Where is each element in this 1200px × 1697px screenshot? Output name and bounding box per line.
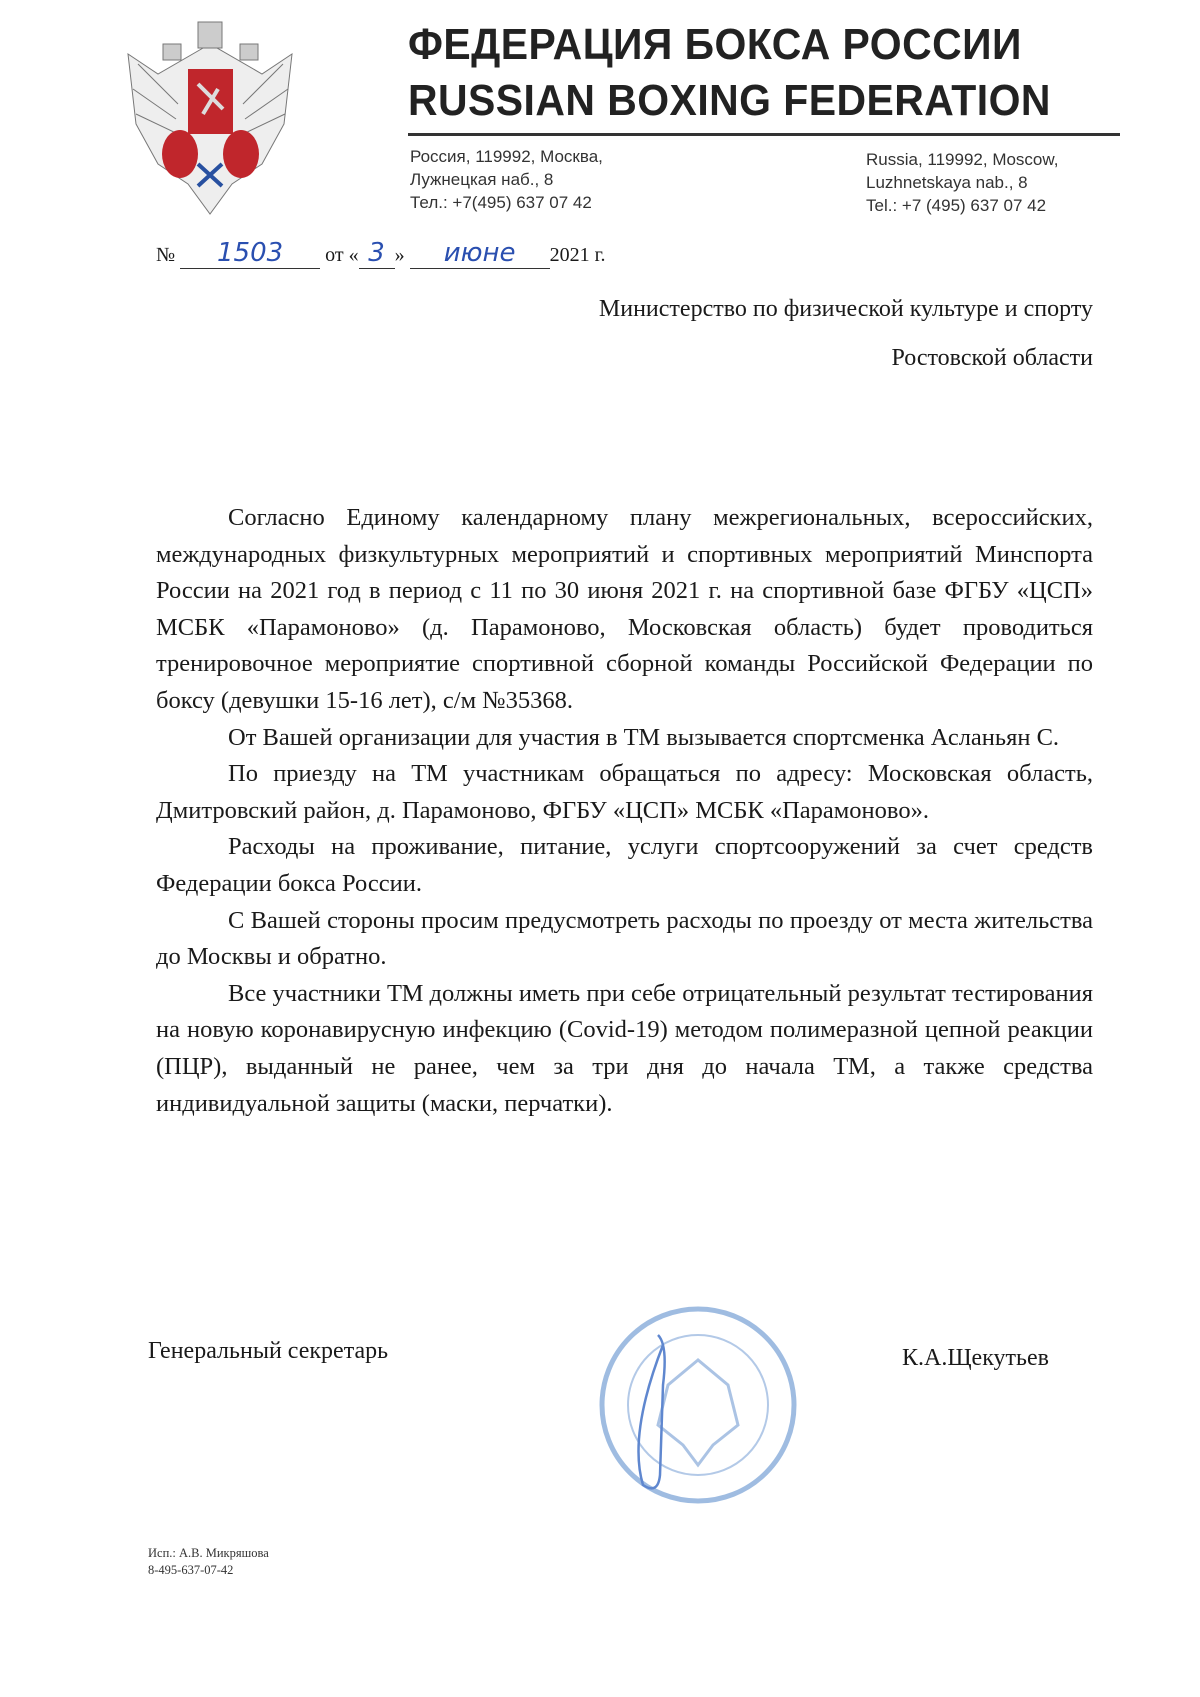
day-close: » bbox=[394, 244, 405, 266]
recipient-line-2: Ростовской области bbox=[891, 345, 1093, 371]
address-en-line: Tel.: +7 (495) 637 07 42 bbox=[866, 196, 1047, 215]
paragraph: От Вашей организации для участия в ТМ вызывается спортсменка Асланьян С. bbox=[228, 723, 1060, 751]
reference-line bbox=[156, 238, 606, 269]
federation-title-ru: ФЕДЕРАЦИЯ БОКСА РОССИИ bbox=[408, 20, 1022, 69]
signatory-name: К.А.Щекутьев bbox=[902, 1345, 1049, 1371]
date-year: 2021 г. bbox=[549, 244, 606, 266]
paragraph: Все участники ТМ должны иметь при себе отрицательный результат тестирования на новую коронавирусную инфекцию (Covid-19) методом полимеразной цепной реакции (ПЦР), выданный не ранее, чем за три дня до начала ТМ, а также средства индивидуальной защиты (маски, перчатки). bbox=[156, 979, 1093, 1117]
federation-emblem-logo bbox=[118, 14, 303, 219]
federation-title-en: RUSSIAN BOXING FEDERATION bbox=[408, 76, 1051, 125]
letter-body bbox=[156, 500, 1093, 1122]
signatory-position: Генеральный секретарь bbox=[148, 1338, 389, 1364]
official-stamp bbox=[598, 1305, 798, 1505]
date-month: июне bbox=[443, 238, 516, 268]
address-ru-line: Лужнецкая наб., 8 bbox=[410, 170, 554, 189]
address-ru-line: Россия, 119992, Москва, bbox=[410, 147, 603, 166]
date-day: 3 bbox=[368, 238, 385, 268]
address-ru-line: Тел.: +7(495) 637 07 42 bbox=[410, 193, 592, 212]
header-divider bbox=[408, 133, 1120, 136]
footer-contact bbox=[148, 1545, 269, 1579]
paragraph: С Вашей стороны просим предусмотреть расходы по проезду от места жительства до Москвы и обратно. bbox=[156, 906, 1093, 971]
executor-phone: 8-495-637-07-42 bbox=[148, 1563, 234, 1577]
paragraph: Расходы на проживание, питание, услуги спортсооружений за счет средств Федерации бокса России. bbox=[156, 833, 1093, 897]
paragraph: Согласно Единому календарному плану межрегиональных, всероссийских, международных физкультурных мероприятий и спортивных мероприятий Минспорта России на 2021 год в период с 11 по 30 июня 2021 г. на спортивной базе ФГБУ «ЦСП» МСБК «Парамоново» (д. Парамоново, Московская область) будет проводиться тренировочное мероприятие спортивной сборной команды Российской Федерации по боксу (девушки 15-16 лет), с/м №35368. bbox=[156, 504, 1093, 714]
document-number: 1503 bbox=[217, 238, 284, 268]
number-label: № bbox=[156, 244, 176, 266]
address-en-line: Russia, 119992, Moscow, bbox=[866, 150, 1059, 169]
address-ru bbox=[410, 145, 603, 214]
from-label: от « bbox=[325, 244, 359, 266]
address-en bbox=[866, 148, 1058, 217]
paragraph: По приезду на ТМ участникам обращаться по адресу: Московская область, Дмитровский район, д. Парамоново, ФГБУ «ЦСП» МСБК «Парамоново». bbox=[156, 760, 1093, 824]
recipient-line-1: Министерство по физической культуре и спорту bbox=[598, 296, 1093, 322]
address-en-line: Luzhnetskaya nab., 8 bbox=[866, 173, 1028, 192]
executor: Исп.: А.В. Микряшова bbox=[148, 1546, 269, 1560]
